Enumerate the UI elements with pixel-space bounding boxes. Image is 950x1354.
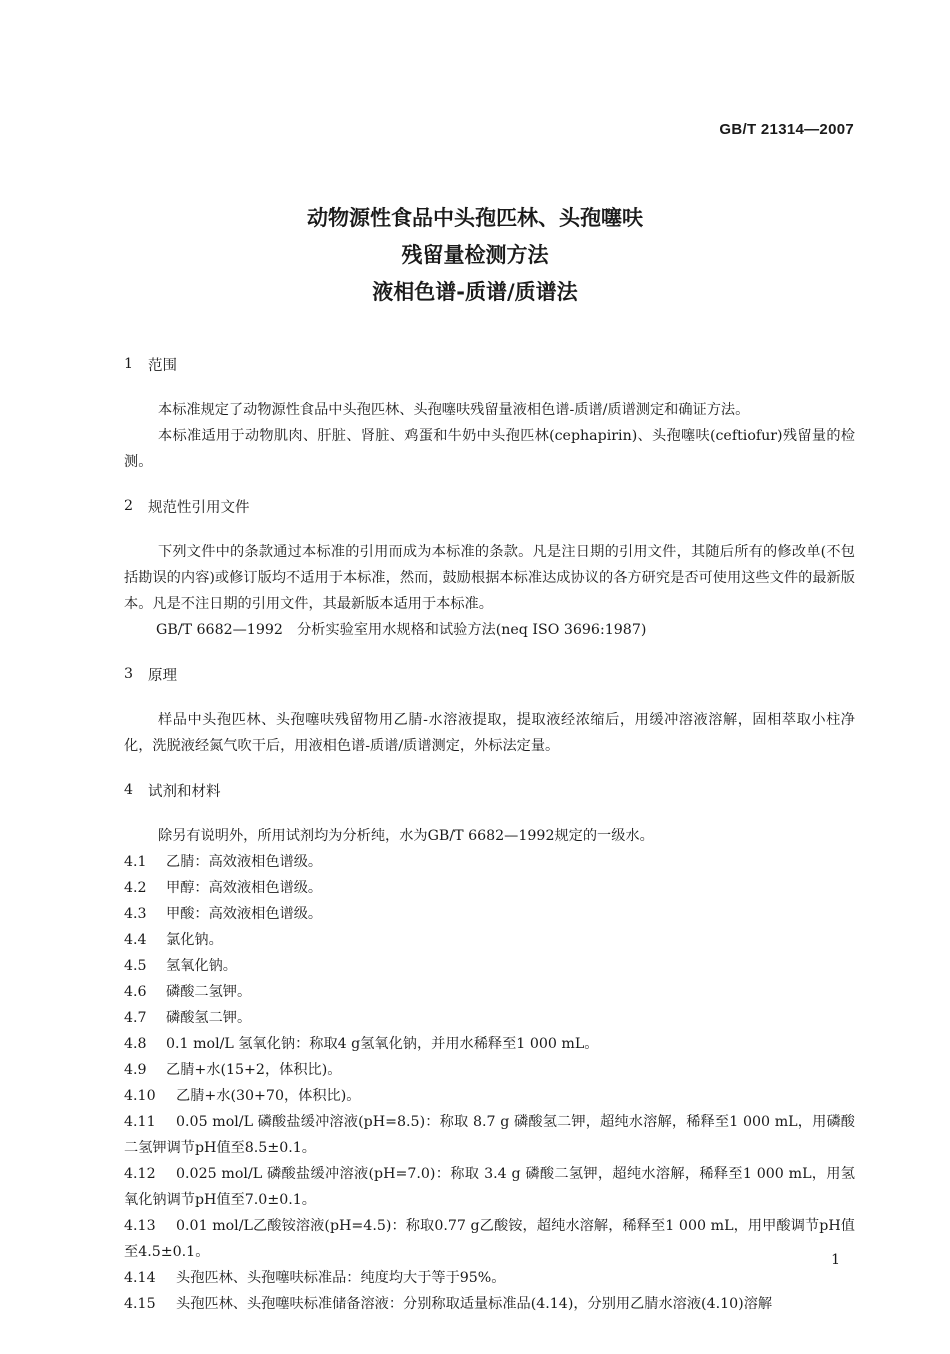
item-text: 乙腈+水(30+70，体积比)。 bbox=[176, 1088, 361, 1104]
item-number: 4.14 bbox=[124, 1270, 156, 1286]
section-heading-normative-references bbox=[124, 493, 855, 519]
list-item bbox=[124, 927, 855, 953]
list-item bbox=[124, 1291, 855, 1317]
item-text: 0.1 mol/L 氢氧化钠：称取4 g氢氧化钠，并用水稀释至1 000 mL。 bbox=[166, 1036, 599, 1052]
item-number: 4.9 bbox=[124, 1062, 147, 1078]
document-title bbox=[0, 200, 950, 311]
title-line-2: 残留量检测方法 bbox=[401, 243, 549, 267]
list-item bbox=[124, 1005, 855, 1031]
item-number: 4.10 bbox=[124, 1088, 156, 1104]
section-heading-principle bbox=[124, 661, 855, 687]
item-number: 4.3 bbox=[124, 906, 147, 922]
list-item bbox=[124, 1265, 855, 1291]
list-item bbox=[124, 979, 855, 1005]
item-text: 甲酸：高效液相色谱级。 bbox=[166, 906, 323, 922]
item-number: 4.4 bbox=[124, 932, 147, 948]
list-item bbox=[124, 953, 855, 979]
item-text: 头孢匹林、头孢噻呋标准品：纯度均大于等于95%。 bbox=[176, 1270, 506, 1286]
item-text: 磷酸氢二钾。 bbox=[166, 1010, 252, 1026]
paragraph: 下列文件中的条款通过本标准的引用而成为本标准的条款。凡是注日期的引用文件，其随后所有的修改单(不包括勘误的内容)或修订版均不适用于本标准，然而，鼓励根据本标准达成协议的各方研究是否可使用这些文件的最新版本。凡是不注日期的引用文件，其最新版本适用于本标准。 bbox=[124, 544, 855, 612]
list-item bbox=[124, 1031, 855, 1057]
title-line-1: 动物源性食品中头孢匹林、头孢噻呋 bbox=[307, 206, 643, 230]
item-number: 4.15 bbox=[124, 1296, 156, 1312]
item-text: 乙腈+水(15+2，体积比)。 bbox=[166, 1062, 342, 1078]
item-number: 4.5 bbox=[124, 958, 147, 974]
reference-entry: GB/T 6682—1992 分析实验室用水规格和试验方法(neq ISO 3696:1987) bbox=[156, 622, 647, 638]
paragraph: 本标准规定了动物源性食品中头孢匹林、头孢噻呋残留量液相色谱-质谱/质谱测定和确证方法。 bbox=[158, 402, 750, 418]
section-title: 范围 bbox=[148, 357, 177, 374]
paragraph: 本标准适用于动物肌肉、肝脏、肾脏、鸡蛋和牛奶中头孢匹林(cephapirin)、头孢噻呋(ceftiofur)残留量的检测。 bbox=[124, 428, 855, 470]
item-text: 乙腈：高效液相色谱级。 bbox=[166, 854, 323, 870]
item-text: 甲醇：高效液相色谱级。 bbox=[166, 880, 323, 896]
section-number: 3 bbox=[124, 666, 134, 682]
section-title: 试剂和材料 bbox=[148, 783, 221, 800]
section-number: 4 bbox=[124, 782, 134, 798]
section-heading-scope bbox=[124, 351, 855, 377]
item-text: 磷酸二氢钾。 bbox=[166, 984, 252, 1000]
item-number: 4.7 bbox=[124, 1010, 147, 1026]
item-number: 4.13 bbox=[124, 1218, 156, 1234]
item-text: 0.01 mol/L乙酸铵溶液(pH=4.5)：称取0.77 g乙酸铵，超纯水溶解，稀释至1 000 mL，用甲酸调节pH值至4.5±0.1。 bbox=[124, 1218, 855, 1260]
document-body bbox=[124, 351, 855, 1317]
list-item bbox=[124, 875, 855, 901]
item-number: 4.8 bbox=[124, 1036, 147, 1052]
list-item bbox=[124, 1083, 855, 1109]
section-number: 1 bbox=[124, 356, 134, 372]
item-number: 4.2 bbox=[124, 880, 147, 896]
section-heading-reagents bbox=[124, 777, 855, 803]
paragraph: 除另有说明外，所用试剂均为分析纯，水为GB/T 6682—1992规定的一级水。 bbox=[158, 828, 654, 844]
page-number: 1 bbox=[831, 1252, 840, 1268]
title-line-3: 液相色谱-质谱/质谱法 bbox=[372, 280, 578, 304]
paragraph: 样品中头孢匹林、头孢噻呋残留物用乙腈-水溶液提取，提取液经浓缩后，用缓冲溶液溶解，固相萃取小柱净化，洗脱液经氮气吹干后，用液相色谱-质谱/质谱测定，外标法定量。 bbox=[124, 712, 855, 754]
list-item bbox=[124, 1161, 855, 1213]
list-item bbox=[124, 849, 855, 875]
list-item bbox=[124, 1109, 855, 1161]
item-text: 氯化钠。 bbox=[166, 932, 223, 948]
list-item bbox=[124, 1213, 855, 1265]
section-title: 规范性引用文件 bbox=[148, 499, 250, 516]
standard-code: GB/T 21314—2007 bbox=[719, 121, 854, 138]
item-number: 4.11 bbox=[124, 1114, 156, 1130]
section-title: 原理 bbox=[148, 667, 177, 684]
item-text: 氢氧化钠。 bbox=[166, 958, 237, 974]
item-text: 0.05 mol/L 磷酸盐缓冲溶液(pH=8.5)：称取 8.7 g 磷酸氢二钾，超纯水溶解，稀释至1 000 mL，用磷酸二氢钾调节pH值至8.5±0.1。 bbox=[124, 1114, 855, 1156]
item-number: 4.12 bbox=[124, 1166, 156, 1182]
item-text: 头孢匹林、头孢噻呋标准储备溶液：分别称取适量标准品(4.14)，分别用乙腈水溶液(4.10)溶解 bbox=[176, 1296, 773, 1312]
list-item bbox=[124, 1057, 855, 1083]
item-text: 0.025 mol/L 磷酸盐缓冲溶液(pH=7.0)：称取 3.4 g 磷酸二氢钾，超纯水溶解，稀释至1 000 mL，用氢氧化钠调节pH值至7.0±0.1。 bbox=[124, 1166, 855, 1208]
item-number: 4.1 bbox=[124, 854, 147, 870]
list-item bbox=[124, 901, 855, 927]
section-number: 2 bbox=[124, 498, 134, 514]
item-number: 4.6 bbox=[124, 984, 147, 1000]
